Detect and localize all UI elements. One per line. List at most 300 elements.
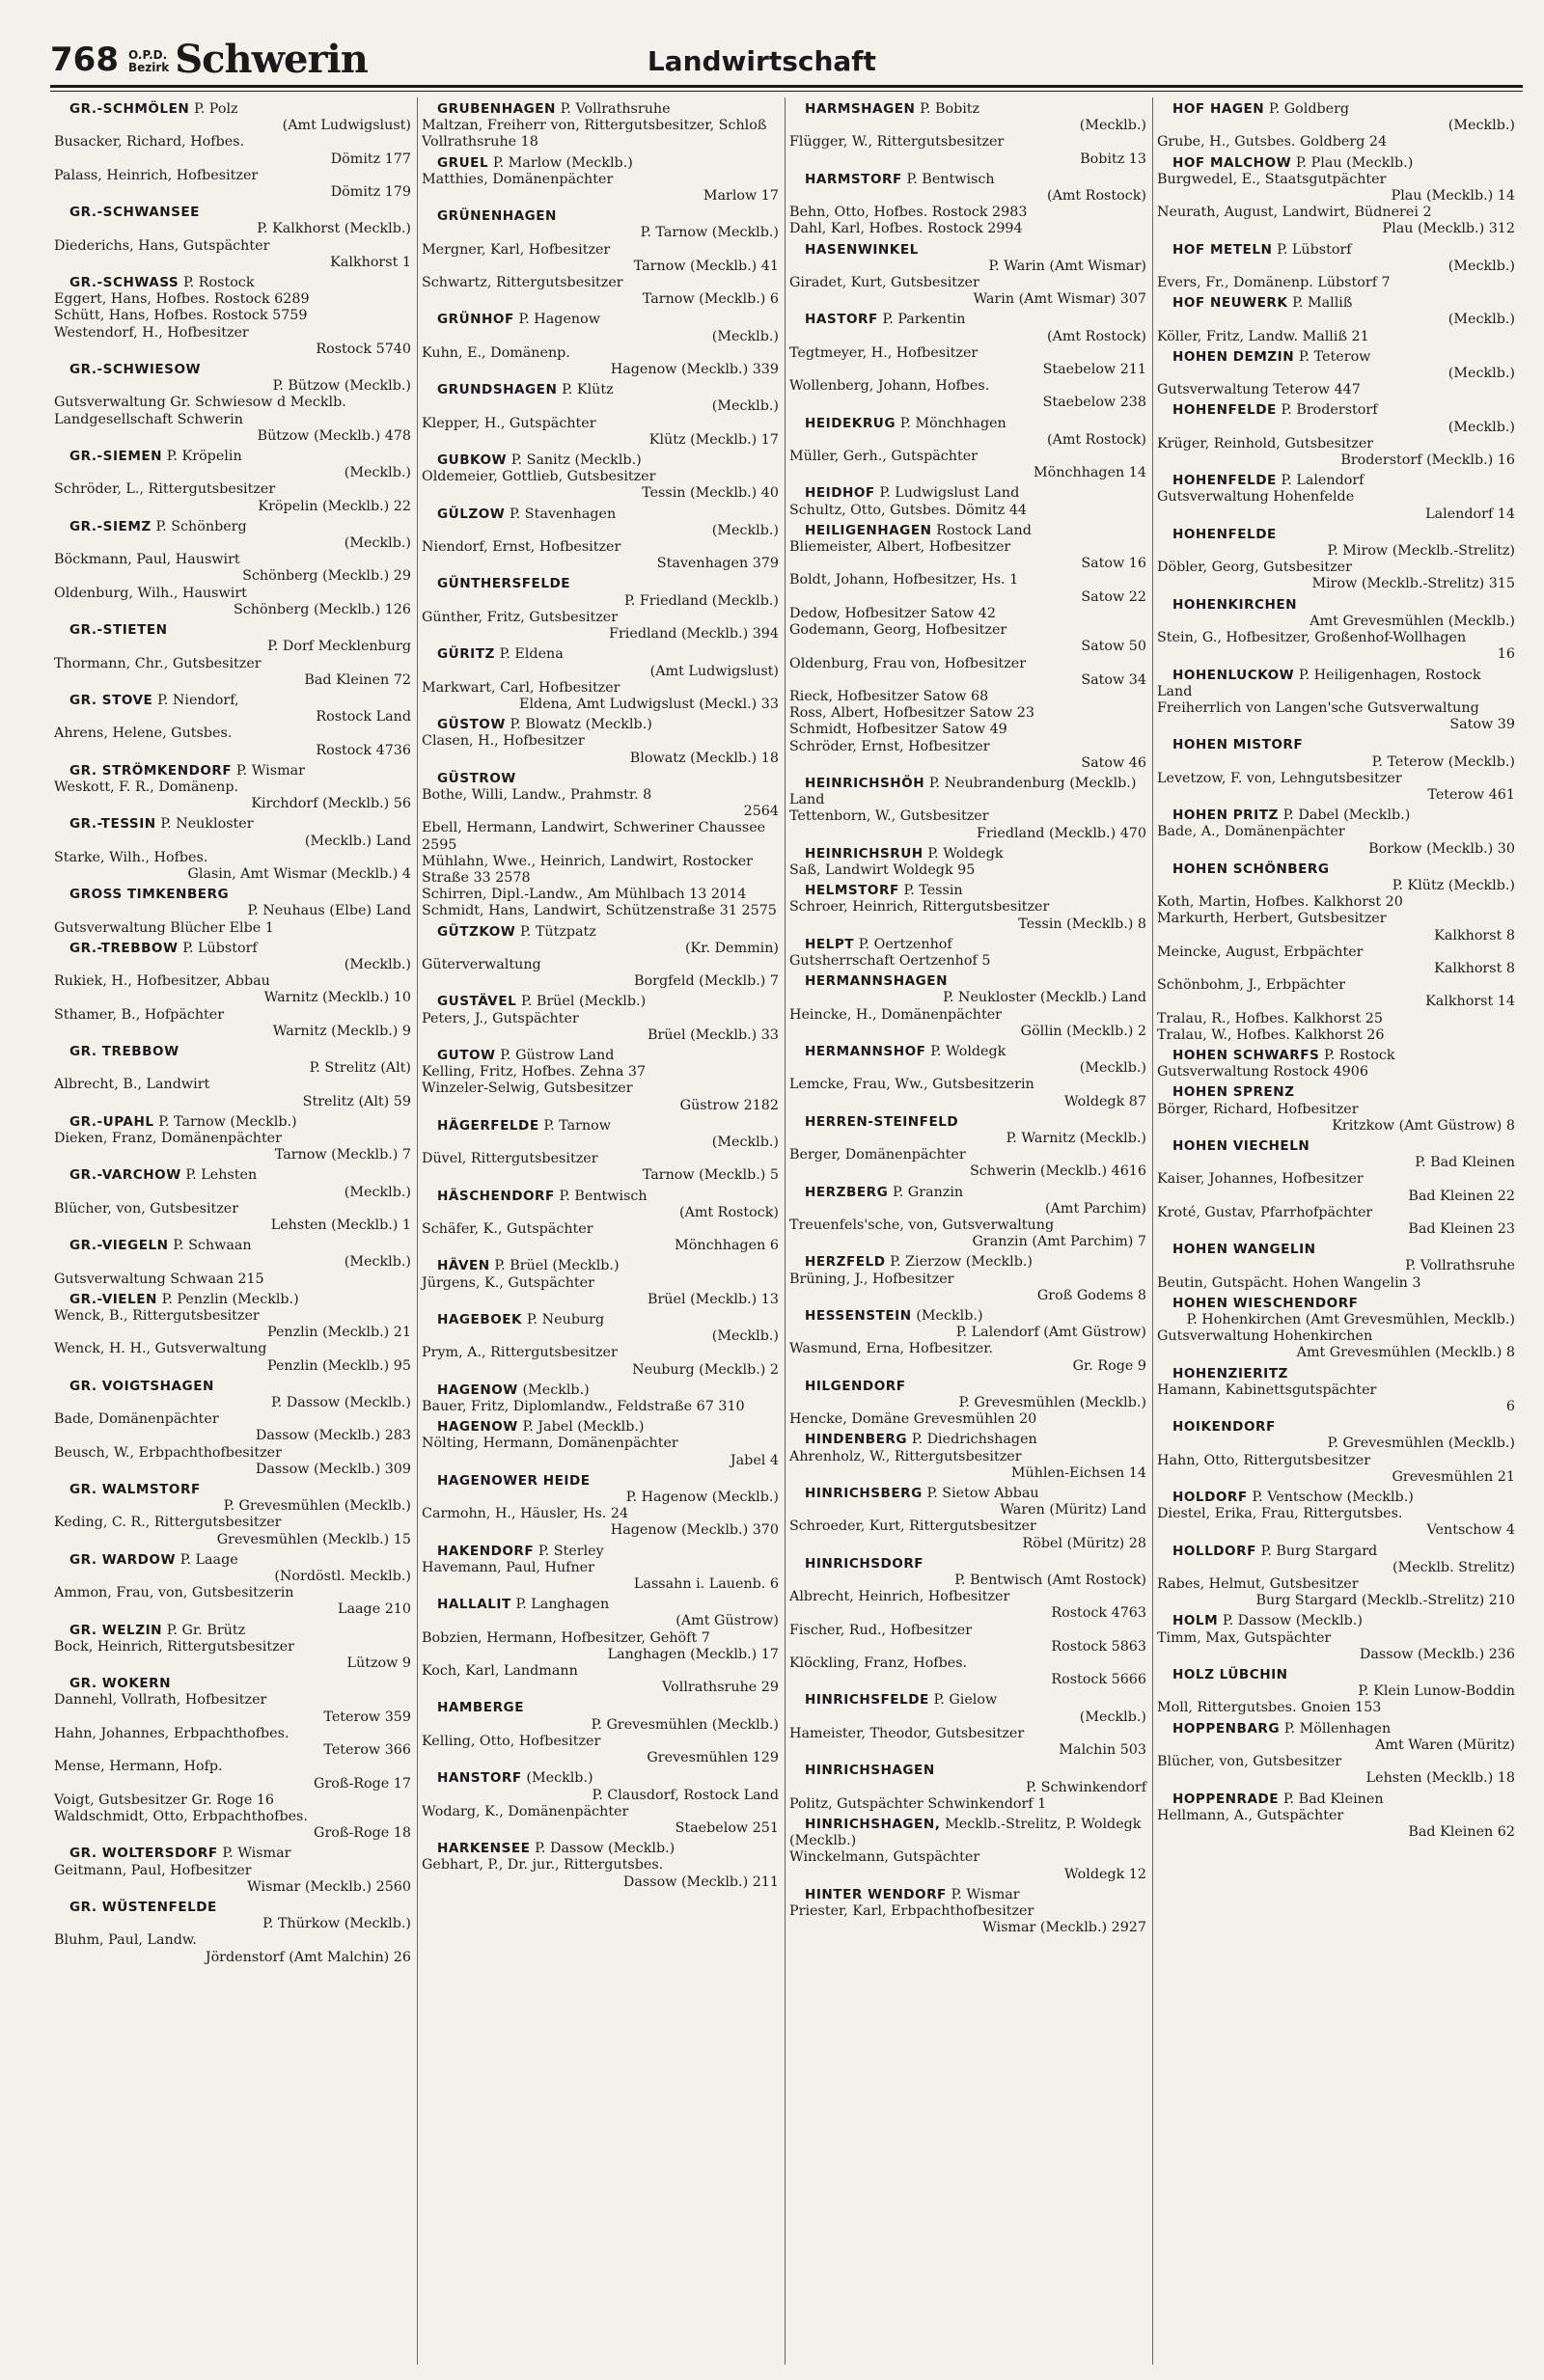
list-item — [789, 953, 1146, 970]
entry-phone: Penzlin (Mecklb.) 21 — [266, 1325, 411, 1341]
place-name: GR. WARDOW — [69, 1551, 176, 1568]
entry-phone: Bad Kleinen 22 — [1408, 1188, 1515, 1204]
district-label — [128, 49, 169, 74]
entry-phone: Grevesmühlen (Mecklb.) 15 — [216, 1531, 411, 1547]
post-office: (Mecklb.) — [522, 1381, 590, 1398]
entry-phone: Tessin (Mecklb.) 40 — [642, 485, 779, 502]
entry-name: Tralau, W., Hofbes. Kalkhorst 26 — [1157, 1026, 1385, 1043]
post-line: P. Klein Lunow-Boddin — [1358, 1683, 1515, 1700]
post-office: P. Sanitz (Mecklb.) — [510, 452, 642, 469]
list-item — [422, 733, 779, 766]
list-item — [422, 469, 779, 502]
place-name: GR.-SIEMZ — [69, 518, 152, 534]
list-item — [789, 275, 1146, 308]
post-office: P. Sterley — [538, 1543, 604, 1559]
place-name: HERMANNSHAGEN — [805, 973, 948, 990]
place-name: GRUNDSHAGEN — [437, 382, 558, 398]
post-office: P. Tarnow — [543, 1117, 612, 1134]
list-item — [1157, 1382, 1515, 1415]
list-item — [54, 168, 411, 201]
list-item — [422, 680, 779, 713]
list-item — [54, 725, 411, 758]
place-heading — [422, 1048, 779, 1064]
place-heading — [1157, 1792, 1515, 1808]
list-item — [789, 1726, 1146, 1759]
place-heading — [789, 1432, 1146, 1448]
place-heading — [1157, 1721, 1515, 1737]
list-item — [54, 1007, 411, 1040]
entry-name: Koth, Martin, Hofbes. Kalkhorst 20 — [1157, 894, 1403, 911]
list-item — [789, 572, 1146, 605]
list-item — [422, 820, 779, 853]
entry-phone: Friedland (Mecklb.) 394 — [609, 626, 779, 643]
list-item — [789, 862, 1146, 879]
place-heading — [789, 485, 1146, 502]
place-heading — [789, 846, 1146, 862]
list-item — [789, 722, 1146, 738]
list-item — [422, 787, 779, 820]
place-heading — [422, 924, 779, 941]
entry-name: Gutsverwaltung Blücher Elbe 1 — [54, 919, 274, 936]
post-line: (Mecklb.) — [1079, 1060, 1146, 1077]
place-heading — [422, 1189, 779, 1205]
post-office: P. Stavenhagen — [510, 506, 617, 522]
post-office: P. Penzlin (Mecklb.) — [161, 1291, 299, 1307]
place-name: HOHENFELDE — [1172, 473, 1277, 489]
entry-phone: Dassow (Mecklb.) 211 — [622, 1874, 779, 1890]
entry-phone: Klütz (Mecklb.) 17 — [648, 431, 779, 448]
place-name: HARMSHAGEN — [805, 101, 916, 117]
entry-name: Voigt, Gutsbesitzer Gr. Roge 16 — [54, 1792, 275, 1808]
list-item — [54, 1077, 411, 1109]
entry-phone: Brüel (Mecklb.) 13 — [647, 1291, 779, 1307]
list-item — [422, 1630, 779, 1663]
entry-phone: Penzlin (Mecklb.) 95 — [266, 1357, 411, 1374]
entry-phone: Stavenhagen 379 — [656, 556, 779, 572]
list-item — [1157, 944, 1515, 977]
post-office: P. Polz — [193, 101, 238, 117]
post-line: (Mecklb.) — [711, 328, 779, 344]
entry-phone: Kalkhorst 8 — [1434, 927, 1515, 944]
post-line: (Mecklb.) — [1448, 419, 1515, 435]
place-name: GÜLZOW — [437, 506, 506, 522]
place-heading — [789, 1763, 1146, 1779]
post-office: P. Laage — [179, 1551, 238, 1568]
place-name: HERZBERG — [805, 1184, 889, 1200]
entry-name: Levetzow, F. von, Lehngutsbesitzer — [1157, 770, 1402, 786]
entry-phone: Gr. Roge 9 — [1072, 1357, 1146, 1374]
entry-name: Bock, Heinrich, Rittergutsbesitzer — [54, 1638, 294, 1655]
post-office: P. Möllenhagen — [1283, 1720, 1392, 1737]
entry-name: Nölting, Hermann, Domänenpächter — [422, 1436, 678, 1452]
list-item — [789, 503, 1146, 519]
place-heading — [54, 101, 411, 118]
entry-name: Winzeler-Selwig, Gutsbesitzer — [422, 1081, 633, 1097]
place-heading — [54, 1238, 411, 1254]
entry-phone: Groß-Roge 17 — [314, 1775, 411, 1792]
post-office: P. Lalendorf — [1281, 473, 1365, 489]
entry-phone: Amt Grevesmühlen (Mecklb.) 8 — [1296, 1345, 1515, 1361]
entry-phone: Warnitz (Mecklb.) 9 — [272, 1023, 411, 1039]
entry-name: Koch, Karl, Landmann — [422, 1663, 578, 1680]
place-heading — [54, 1676, 411, 1692]
entry-phone: Brüel (Mecklb.) 33 — [647, 1026, 779, 1043]
entry-phone: Bad Kleinen 23 — [1408, 1221, 1515, 1237]
place-heading — [54, 1552, 411, 1569]
post-office: P. Schönberg — [155, 518, 247, 534]
post-line: (Amt Rostock) — [1046, 431, 1146, 448]
entry-name: Schwartz, Rittergutsbesitzer — [422, 275, 623, 291]
place-name: HERZFELD — [805, 1254, 886, 1271]
place-name: HOHEN SCHÖNBERG — [1172, 861, 1330, 877]
entry-name: Dahl, Karl, Hofbes. Rostock 2994 — [789, 221, 1023, 237]
place-name: HÄSCHENDORF — [437, 1188, 555, 1204]
list-item — [1157, 1630, 1515, 1663]
list-item — [789, 221, 1146, 237]
post-office: P. Ventschow (Mecklb.) — [1252, 1490, 1414, 1506]
entry-name: Albrecht, B., Landwirt — [54, 1077, 210, 1093]
list-item — [1157, 1102, 1515, 1135]
list-item — [789, 1147, 1146, 1180]
list-item — [422, 610, 779, 643]
place-name: HOHEN DEMZIN — [1172, 348, 1295, 365]
post-line: (Mecklb.) — [1448, 258, 1515, 274]
place-name: HOLM — [1172, 1613, 1219, 1629]
post-line: Rostock Land — [316, 709, 411, 725]
entry-phone: 6 — [1505, 1399, 1515, 1415]
place-heading — [789, 1379, 1146, 1395]
entry-name: Moll, Rittergutsbes. Gnoien 153 — [1157, 1700, 1382, 1716]
column-4 — [1153, 97, 1521, 2365]
entry-phone: Laage 210 — [338, 1601, 411, 1618]
place-heading — [54, 693, 411, 709]
entry-name: Tralau, R., Hofbes. Kalkhorst 25 — [1157, 1010, 1383, 1026]
entry-name: Jürgens, K., Gutspächter — [422, 1274, 594, 1291]
place-name: HOHENKIRCHEN — [1172, 596, 1298, 613]
list-item — [54, 1272, 411, 1288]
place-heading — [54, 1114, 411, 1131]
entry-name: Brüning, J., Hofbesitzer — [789, 1271, 954, 1287]
entry-name: Kroté, Gustav, Pfarrhofpächter — [1157, 1204, 1373, 1220]
entry-name: Günther, Fritz, Gutsbesitzer — [422, 609, 619, 625]
post-office: P. Schwaan — [173, 1238, 252, 1254]
entry-name: Eggert, Hans, Hofbes. Rostock 6289 — [54, 291, 310, 308]
entry-phone: Tarnow (Mecklb.) 5 — [642, 1167, 779, 1184]
place-heading — [789, 416, 1146, 432]
entry-phone: Borgfeld (Mecklb.) 7 — [634, 973, 779, 990]
place-heading — [1157, 807, 1515, 824]
post-line: (Amt Parchim) — [1044, 1200, 1146, 1217]
entry-phone: Dömitz 179 — [330, 184, 411, 201]
list-item — [789, 1655, 1146, 1688]
place-name: HILGENDORF — [805, 1378, 906, 1394]
entry-name: Bluhm, Paul, Landw. — [54, 1932, 197, 1949]
header-rule — [50, 85, 1523, 92]
entry-phone: Lehsten (Mecklb.) 1 — [270, 1217, 411, 1233]
place-name: HEINRICHSRUH — [805, 845, 924, 862]
entry-name: Gutsverwaltung Gr. Schwiesow d Mecklb. Landgesellschaft Schwerin — [54, 395, 346, 427]
list-item — [789, 134, 1146, 167]
post-office: P. Güstrow Land — [500, 1047, 615, 1063]
entry-name: Düvel, Rittergutsbesitzer — [422, 1151, 598, 1167]
place-name: GR.-VIELEN — [69, 1291, 157, 1307]
place-heading — [789, 172, 1146, 188]
post-line: P. Klütz (Mecklb.) — [1392, 877, 1515, 893]
place-name: HÄVEN — [437, 1258, 490, 1274]
entry-phone: Staebelow 211 — [1042, 362, 1146, 378]
entry-name: Dedow, Hofbesitzer Satow 42 — [789, 605, 996, 621]
place-heading — [1157, 597, 1515, 614]
place-name: HOHEN MISTORF — [1172, 737, 1304, 753]
entry-name: Freiherrlich von Langen'sche Gutsverwaltung — [1157, 699, 1479, 716]
post-office: P. Kröpelin — [166, 449, 242, 465]
entry-name: Blücher, von, Gutsbesitzer — [54, 1200, 239, 1217]
place-name: HELPT — [805, 936, 855, 952]
entry-name: Peters, J., Gutspächter — [422, 1010, 579, 1026]
entry-name: Gutsverwaltung Hohenfelde — [1157, 489, 1355, 506]
place-name: HOF NEUWERK — [1172, 295, 1288, 312]
entry-phone: Friedland (Mecklb.) 470 — [977, 825, 1146, 841]
post-line: (Mecklb.) — [1448, 118, 1515, 134]
entry-name: Burgwedel, E., Staatsgutpächter — [1157, 171, 1387, 187]
place-name: GUSTÄVEL — [437, 994, 517, 1010]
entry-name: Bothe, Willi, Landw., Prahmstr. 8 — [422, 786, 652, 803]
place-name: HINRICHSHAGEN — [805, 1763, 935, 1779]
entry-name: Niendorf, Ernst, Hofbesitzer — [422, 539, 621, 556]
place-heading — [789, 1556, 1146, 1573]
entry-name: Hahn, Johannes, Erbpachthofbes. — [54, 1725, 290, 1741]
place-heading — [422, 312, 779, 328]
place-name: HOLZ LÜBCHIN — [1172, 1667, 1288, 1683]
place-name: GR. TREBBOW — [69, 1043, 179, 1059]
post-office: P. Tützpatz — [520, 923, 596, 940]
entry-name: Priester, Karl, Erbpachthofbesitzer — [789, 1902, 1034, 1919]
entry-name: Giradet, Kurt, Gutsbesitzer — [789, 275, 979, 291]
place-heading — [54, 1846, 411, 1862]
entry-name: Schröder, Ernst, Hofbesitzer — [789, 738, 990, 754]
place-heading — [789, 973, 1146, 990]
entry-name: Schmidt, Hofbesitzer Satow 49 — [789, 722, 1007, 738]
columns — [50, 97, 1523, 2365]
post-line: P. Strelitz (Alt) — [309, 1060, 411, 1077]
list-item — [1157, 1328, 1515, 1361]
list-item — [422, 903, 779, 919]
place-name: HAGENOW — [437, 1381, 518, 1398]
entry-name: Wasmund, Erna, Hofbesitzer. — [789, 1341, 994, 1357]
post-office: P. Rostock — [182, 275, 255, 291]
post-line: (Mecklb.) — [344, 1184, 411, 1200]
entry-name: Klepper, H., Gutspächter — [422, 415, 596, 431]
place-name: HARKENSEE — [437, 1841, 531, 1857]
list-item — [54, 1201, 411, 1234]
entry-name: Krüger, Reinhold, Gutsbesitzer — [1157, 435, 1374, 451]
list-item — [789, 1623, 1146, 1655]
entry-phone: Rostock 4736 — [316, 742, 411, 758]
post-office: P. Wismar — [222, 1846, 291, 1862]
post-office: P. Ludwigslust Land — [879, 485, 1020, 502]
list-item — [422, 1436, 779, 1468]
entry-name: Beusch, W., Erbpachthofbesitzer — [54, 1444, 282, 1461]
place-heading — [789, 937, 1146, 953]
entry-name: Ahrens, Helene, Gutsbes. — [54, 725, 233, 742]
list-item — [54, 552, 411, 585]
place-name: HOHENFELDE — [1172, 526, 1277, 542]
entry-name: Mense, Hermann, Hofp. — [54, 1759, 223, 1775]
list-item — [54, 291, 411, 308]
place-heading — [1157, 155, 1515, 172]
place-heading — [789, 1692, 1146, 1709]
city-title: Schwerin — [175, 37, 368, 82]
place-heading — [422, 771, 779, 787]
list-item — [422, 957, 779, 990]
entry-phone: Dömitz 177 — [330, 150, 411, 167]
entry-phone: Wismar (Mecklb.) 2560 — [247, 1878, 411, 1895]
place-heading — [1157, 242, 1515, 259]
list-item — [1157, 382, 1515, 398]
place-heading — [789, 101, 1146, 118]
place-heading — [54, 1167, 411, 1184]
list-item — [54, 1585, 411, 1618]
place-name: GR. WOLTERSDORF — [69, 1846, 218, 1862]
post-line: P. Mirow (Mecklb.-Strelitz) — [1327, 543, 1515, 560]
place-name: GRUBENHAGEN — [437, 101, 556, 117]
entry-name: Politz, Gutspächter Schwinkendorf 1 — [789, 1795, 1047, 1812]
place-heading — [1157, 668, 1515, 700]
entry-phone: Tarnow (Mecklb.) 7 — [274, 1147, 411, 1163]
post-line: (Mecklb.) — [344, 465, 411, 481]
list-item — [422, 275, 779, 308]
post-office: P. Dassow (Mecklb.) — [535, 1841, 676, 1857]
list-item — [1157, 275, 1515, 291]
post-line: (Kr. Demmin) — [684, 940, 779, 956]
post-line: P. Kalkhorst (Mecklb.) — [257, 221, 411, 237]
list-item — [54, 1809, 411, 1842]
place-name: GÜTZKOW — [437, 923, 516, 940]
place-name: GR.-UPAHL — [69, 1113, 154, 1130]
place-name: GÜNTHERSFELDE — [437, 576, 571, 592]
list-item — [54, 308, 411, 324]
post-office: P. Rostock — [1324, 1047, 1395, 1063]
post-line: P. Neuhaus (Elbe) Land — [247, 903, 411, 919]
post-line: Waren (Müritz) Land — [1000, 1502, 1146, 1518]
place-heading — [54, 1379, 411, 1395]
place-name: HOHENFELDE — [1172, 402, 1277, 419]
list-item — [422, 1560, 779, 1593]
post-line: P. Vollrathsruhe — [1405, 1258, 1515, 1274]
list-item — [422, 1506, 779, 1539]
place-name: GUBKOW — [437, 452, 508, 469]
entry-phone: Kritzkow (Amt Güstrow) 8 — [1332, 1117, 1515, 1134]
post-office: P. Lehsten — [185, 1167, 258, 1184]
place-heading — [1157, 1084, 1515, 1101]
place-name: GÜRITZ — [437, 646, 495, 663]
place-name: HESSENSTEIN — [805, 1308, 912, 1325]
entry-name: Weskott, F. R., Domänenp. — [54, 779, 239, 795]
entry-phone: Kalkhorst 8 — [1434, 960, 1515, 976]
post-line: (Mecklb.) — [344, 1254, 411, 1271]
list-item — [1157, 1506, 1515, 1539]
entry-name: Rukiek, H., Hofbesitzer, Abbau — [54, 973, 270, 990]
post-office: P. Brüel (Mecklb.) — [494, 1258, 620, 1274]
entry-phone: Tarnow (Mecklb.) 41 — [633, 258, 779, 274]
list-item — [54, 1692, 411, 1725]
list-item — [54, 1792, 411, 1809]
place-name: HANSTORF — [437, 1770, 522, 1787]
entry-name: Ahrenholz, W., Rittergutsbesitzer — [789, 1448, 1022, 1464]
entry-name: Gutsverwaltung Teterow 447 — [1157, 382, 1361, 398]
entry-phone: 16 — [1497, 646, 1515, 663]
post-office: P. Mönchhagen — [899, 415, 1006, 431]
entry-name: Neurath, August, Landwirt, Büdnerei 2 — [1157, 205, 1432, 221]
entry-phone: Mühlen-Eichsen 14 — [1010, 1464, 1146, 1481]
entry-name: Oldenburg, Frau von, Hofbesitzer — [789, 655, 1027, 671]
place-heading — [422, 382, 779, 398]
place-name: GR. STRÖMKENDORF — [69, 762, 233, 779]
post-line: (Nordöstl. Mecklb.) — [274, 1569, 411, 1585]
list-item — [1157, 560, 1515, 592]
post-office: P. Neubrandenburg (Mecklb.) Land — [789, 775, 1137, 808]
post-office: P. Parkentin — [882, 312, 966, 328]
place-heading — [54, 816, 411, 833]
post-line: P. Schwinkendorf — [1025, 1779, 1146, 1795]
column-1 — [50, 97, 418, 2365]
place-name: HINRICHSFELDE — [805, 1692, 929, 1709]
place-name: HASTORF — [805, 312, 878, 328]
post-office: P. Diedrichshagen — [911, 1432, 1037, 1448]
post-office: P. Heiligenhagen, Rostock Land — [1157, 667, 1481, 699]
place-name: GRÜNENHAGEN — [437, 208, 557, 225]
place-heading — [422, 646, 779, 663]
list-item — [1157, 1808, 1515, 1841]
list-item — [789, 539, 1146, 572]
post-line: (Mecklb.) — [344, 535, 411, 552]
place-heading — [1157, 473, 1515, 489]
entry-phone: Glasin, Amt Wismar (Mecklb.) 4 — [187, 865, 411, 882]
place-name: HINRICHSHAGEN, — [805, 1816, 941, 1832]
list-item — [1157, 630, 1515, 663]
place-name: GUTOW — [437, 1047, 496, 1063]
entry-name: Köller, Fritz, Landw. Malliß 21 — [1157, 328, 1369, 344]
entry-name: Güterverwaltung — [422, 956, 541, 972]
entry-name: Grube, H., Gutsbes. Goldberg 24 — [1157, 134, 1388, 150]
list-item — [54, 1445, 411, 1478]
post-office: P. Hagenow — [518, 312, 600, 328]
entry-name: Maltzan, Freiherr von, Rittergutsbesitzer, Schloß Vollrathsruhe 18 — [422, 118, 767, 150]
entry-name: Keding, C. R., Rittergutsbesitzer — [54, 1515, 282, 1531]
list-item — [1157, 1027, 1515, 1044]
list-item — [789, 449, 1146, 481]
entry-name: Schroer, Heinrich, Rittergutsbesitzer — [789, 899, 1050, 916]
place-heading — [1157, 349, 1515, 366]
list-item — [789, 1589, 1146, 1622]
post-line: (Mecklb.) — [711, 1134, 779, 1150]
entry-name: Havemann, Paul, Hufner — [422, 1559, 594, 1575]
list-item — [54, 920, 411, 937]
post-office: P. Tessin — [903, 883, 963, 899]
post-office: P. Oertzenhof — [858, 936, 952, 952]
entry-name: Palass, Heinrich, Hofbesitzer — [54, 167, 259, 183]
post-line: P. Lalendorf (Amt Güstrow) — [955, 1325, 1146, 1341]
list-item — [789, 899, 1146, 932]
place-name: GR.-TREBBOW — [69, 940, 179, 956]
entry-phone: Ventschow 4 — [1426, 1522, 1515, 1539]
list-item — [422, 854, 779, 887]
entry-name: Stein, G., Hofbesitzer, Großenhof-Wollhagen — [1157, 630, 1467, 646]
entry-name: Oldemeier, Gottlieb, Gutsbesitzer — [422, 469, 656, 485]
place-heading — [1157, 1296, 1515, 1312]
entry-phone: Satow 22 — [1081, 588, 1146, 605]
place-heading — [422, 1841, 779, 1857]
